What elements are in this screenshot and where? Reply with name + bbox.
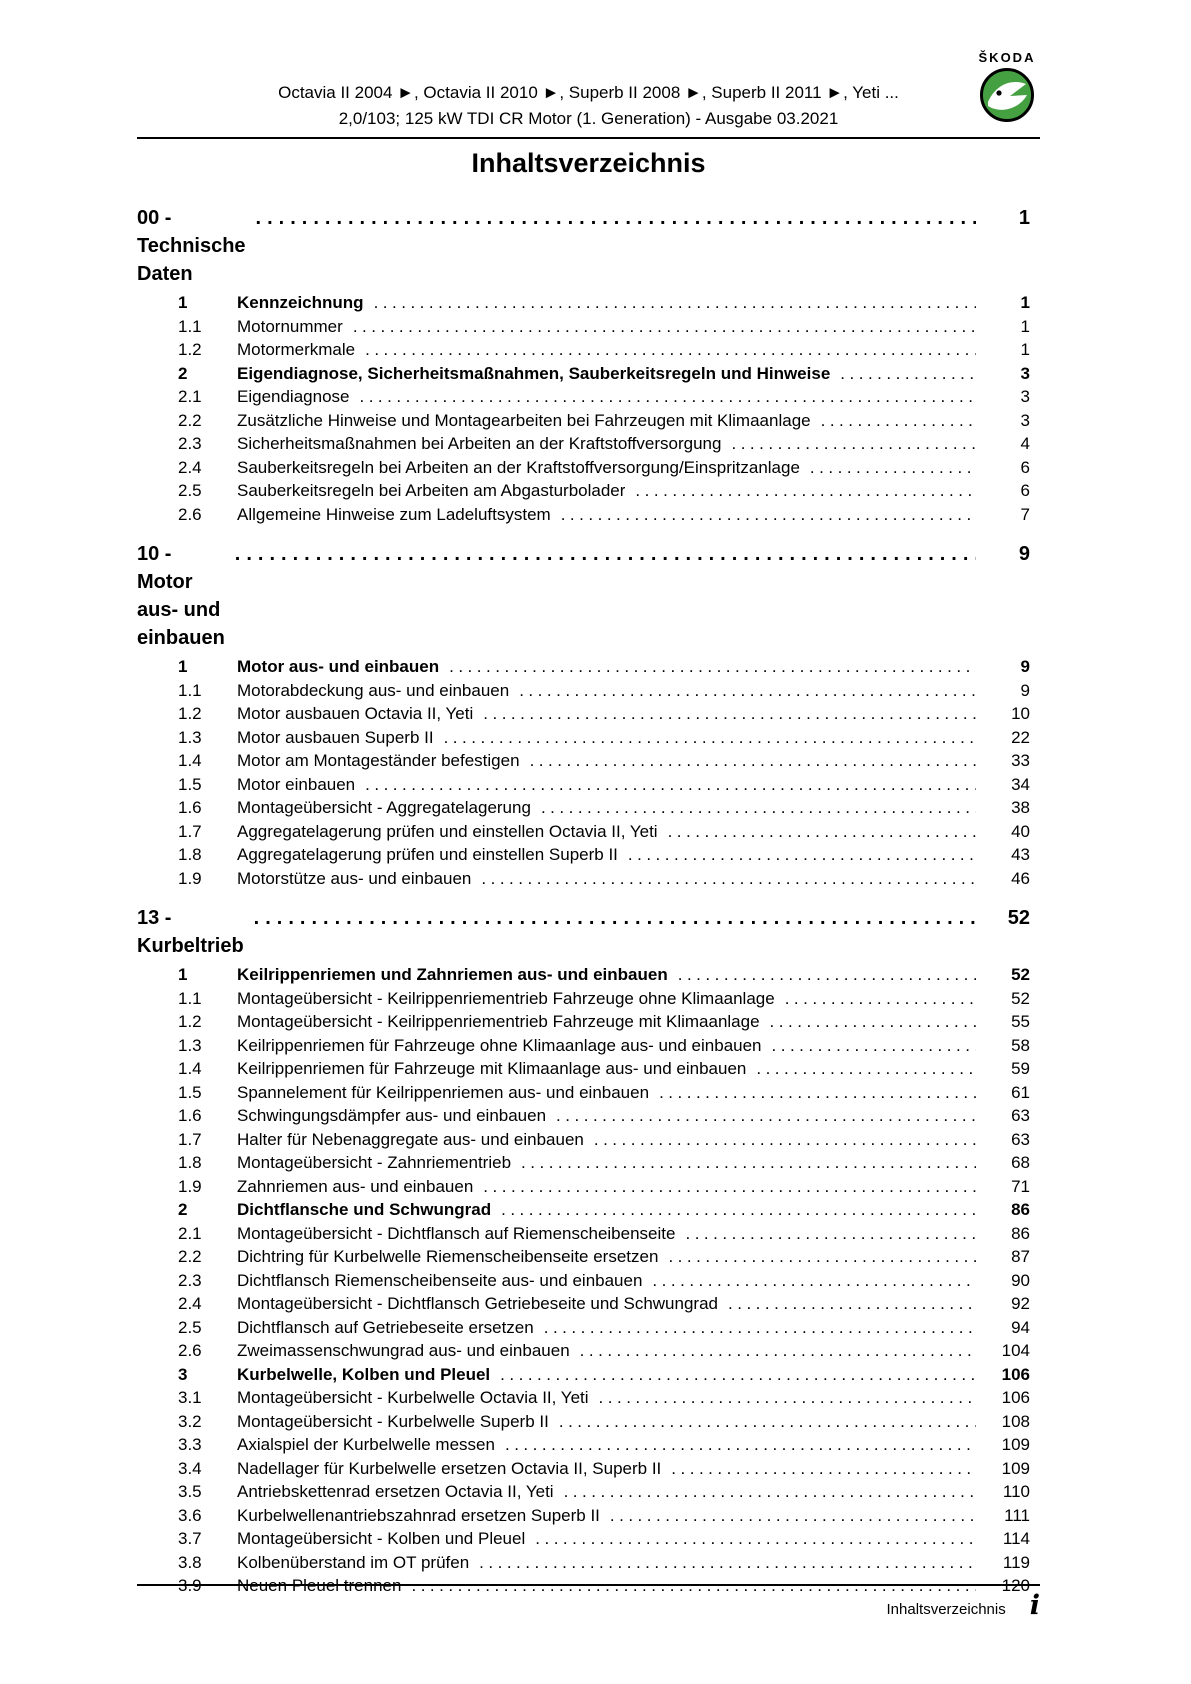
dot-leader [785, 987, 976, 1011]
toc-entry-number: 2.2 [178, 1247, 202, 1266]
toc-entry-page: 38 [1011, 798, 1030, 817]
toc-entry [137, 1363, 1030, 1387]
toc-entry-page: 114 [1002, 1529, 1030, 1548]
toc-entry-title: Sauberkeitsregeln bei Arbeiten an der Kraftstoffversorgung/Einspritzanlage [237, 457, 800, 477]
toc-entry-page: 71 [1011, 1176, 1030, 1196]
toc-entry-page: 3 [1020, 363, 1030, 383]
toc-entry-title: Halter für Nebenaggregate aus- und einbauen [237, 1129, 584, 1149]
toc-entry-page: 55 [1011, 1012, 1030, 1031]
toc-entry [137, 1457, 1030, 1481]
toc-entry-number: 1 [178, 293, 188, 312]
toc-entry-title: Dichtflansch Riemenscheibenseite aus- und einbauen [237, 1270, 643, 1290]
toc-entry [137, 679, 1030, 703]
toc-entry-page: 22 [1011, 727, 1030, 747]
toc-entry-title: Aggregatelagerung prüfen und einstellen Octavia II, Yeti [237, 821, 658, 841]
toc-entry-title: Zweimassenschwungrad aus- und einbauen [237, 1341, 570, 1360]
skoda-wing-eye [996, 90, 1001, 95]
toc-entry [137, 820, 1030, 844]
toc-entry-number: 1.6 [178, 798, 202, 817]
toc-entry-page: 106 [1001, 1364, 1030, 1384]
toc-entry [137, 987, 1030, 1011]
toc-entry-number: 3.8 [178, 1552, 202, 1572]
toc-entry [137, 1222, 1030, 1246]
toc-entry-title: Sauberkeitsregeln bei Arbeiten am Abgasturbolader [237, 481, 626, 500]
dot-leader [628, 843, 976, 867]
toc-entry-title: Dichtring für Kurbelwelle Riemenscheibenseite ersetzen [237, 1247, 659, 1266]
toc-entry [137, 749, 1030, 773]
dot-leader [635, 479, 976, 503]
toc-entry-number: 1.9 [178, 868, 202, 888]
toc-chapter-label: 10 - Motor aus- und einbauen [137, 543, 225, 649]
toc-entry-page: 1 [1020, 340, 1030, 359]
toc-entry [137, 843, 1030, 867]
toc-entry-page: 104 [1001, 1341, 1030, 1360]
toc-chapter-page: 1 [1018, 207, 1030, 229]
dot-leader [483, 702, 976, 726]
dot-leader [256, 204, 976, 232]
toc-entry-title: Sicherheitsmaßnahmen bei Arbeiten an der Kraftstoffversorgung [237, 434, 722, 453]
toc-entry-number: 2.5 [178, 481, 202, 500]
toc-entry-page: 43 [1011, 845, 1030, 864]
toc-entry-number: 2.4 [178, 1294, 202, 1313]
dot-leader [353, 315, 976, 339]
toc-entry [137, 726, 1030, 750]
toc-chapter-label: 13 - Kurbeltrieb [137, 907, 244, 957]
dot-leader [365, 338, 976, 362]
toc-entry-page: 52 [1011, 988, 1030, 1008]
dot-leader [500, 1363, 976, 1387]
toc-entry-page: 33 [1011, 751, 1030, 770]
toc-entry [137, 1010, 1030, 1034]
toc-chapter-items [137, 291, 1030, 526]
toc-entry-title: Montageübersicht - Zahnriementrieb [237, 1153, 512, 1172]
toc-entry [137, 655, 1030, 679]
toc-entry-number: 1.2 [178, 1012, 202, 1031]
toc-entry-title: Kurbelwelle, Kolben und Pleuel [237, 1364, 491, 1384]
toc-entry [137, 385, 1030, 409]
dot-leader [521, 1151, 976, 1175]
toc-entry-title: Keilrippenriemen für Fahrzeuge mit Klimaanlage aus- und einbauen [237, 1059, 747, 1078]
toc-entry-title: Motornummer [237, 316, 343, 336]
dot-leader [519, 679, 976, 703]
toc-entry-number: 3.9 [178, 1576, 202, 1595]
toc-entry-number: 3 [178, 1364, 188, 1384]
toc-entry-page: 120 [1001, 1576, 1030, 1595]
footer-label: Inhaltsverzeichnis [886, 1601, 1006, 1618]
toc-entry [137, 1057, 1030, 1081]
dot-leader [449, 655, 976, 679]
toc-entry-page: 1 [1020, 293, 1030, 312]
page-footer [137, 1590, 1040, 1621]
dot-leader [535, 1527, 976, 1551]
toc-entry-title: Kennzeichnung [237, 293, 364, 312]
dot-leader [444, 726, 976, 750]
toc-entry-page: 63 [1011, 1106, 1030, 1125]
dot-leader [770, 1010, 976, 1034]
toc-entry-number: 2.1 [178, 387, 202, 406]
toc-entry-title: Motorabdeckung aus- und einbauen [237, 680, 510, 700]
dot-leader [810, 456, 976, 480]
toc-entry [137, 503, 1030, 527]
dot-leader [668, 1245, 976, 1269]
toc-chapter-items [137, 655, 1030, 890]
toc-entry-number: 3.3 [178, 1435, 202, 1454]
dot-leader [610, 1504, 976, 1528]
toc-entry-title: Montageübersicht - Aggregatelagerung [237, 798, 531, 817]
toc-entry [137, 1410, 1030, 1434]
toc-entry [137, 1034, 1030, 1058]
toc-entry-title: Antriebskettenrad ersetzen Octavia II, Yeti [237, 1482, 554, 1501]
dot-leader [659, 1081, 976, 1105]
dot-leader [668, 820, 976, 844]
dot-leader [541, 796, 976, 820]
toc-chapter [137, 540, 1030, 890]
dot-leader [544, 1316, 976, 1340]
toc-entry [137, 1151, 1030, 1175]
toc-entry-title: Allgemeine Hinweise zum Ladeluftsystem [237, 504, 551, 524]
toc-entry-page: 106 [1001, 1388, 1030, 1407]
toc-entry [137, 1128, 1030, 1152]
toc-entry-page: 6 [1020, 481, 1030, 500]
toc-entry-number: 2.3 [178, 1270, 202, 1290]
toc-entry [137, 1104, 1030, 1128]
skoda-logo [972, 50, 1042, 128]
toc-entry-number: 1.4 [178, 751, 202, 770]
toc-entry-number: 1.1 [178, 316, 202, 336]
toc-chapter-heading [137, 904, 1030, 960]
toc-entry-title: Kurbelwellenantriebszahnrad ersetzen Superb II [237, 1505, 600, 1525]
toc-entry-number: 2.6 [178, 504, 202, 524]
toc-entry [137, 963, 1030, 987]
dot-leader [594, 1128, 976, 1152]
toc-entry [137, 409, 1030, 433]
toc-entry-title: Neuen Pleuel trennen [237, 1576, 402, 1595]
toc-entry-page: 94 [1011, 1317, 1030, 1337]
dot-leader [580, 1339, 976, 1363]
toc-entry-title: Zusätzliche Hinweise und Montagearbeiten bei Fahrzeugen mit Klimaanlage [237, 410, 811, 430]
toc-entry [137, 291, 1030, 315]
toc-entry-number: 1.1 [178, 988, 202, 1008]
dot-leader [559, 1410, 976, 1434]
toc-entry-page: 90 [1011, 1270, 1030, 1290]
toc-entry [137, 479, 1030, 503]
dot-leader [254, 904, 976, 932]
toc-entry-page: 119 [1002, 1552, 1030, 1572]
toc-entry-page: 40 [1011, 821, 1030, 841]
toc-entry-number: 1 [178, 657, 188, 676]
toc-entry-page: 86 [1011, 1200, 1030, 1219]
toc-entry-title: Keilrippenriemen für Fahrzeuge ohne Klimaanlage aus- und einbauen [237, 1035, 762, 1055]
toc-entry-page: 34 [1011, 774, 1030, 794]
page-header [137, 80, 1040, 132]
page-title: Inhaltsverzeichnis [471, 148, 706, 178]
toc-entry-title: Montageübersicht - Kurbelwelle Octavia II, Yeti [237, 1388, 589, 1407]
toc-chapter [137, 904, 1030, 1598]
dot-leader [772, 1034, 976, 1058]
toc-entry-title: Motorstütze aus- und einbauen [237, 868, 472, 888]
dot-leader [483, 1175, 976, 1199]
toc-chapter-page: 9 [1018, 543, 1030, 565]
header-divider [137, 137, 1040, 139]
toc-entry [137, 1527, 1030, 1551]
toc-entry-page: 63 [1011, 1129, 1030, 1149]
dot-leader [479, 1551, 976, 1575]
dot-leader [564, 1480, 976, 1504]
toc-entry-title: Spannelement für Keilrippenriemen aus- und einbauen [237, 1082, 650, 1102]
toc-entry-page: 1 [1020, 316, 1030, 336]
toc-entry [137, 1198, 1030, 1222]
toc-entry-number: 1.4 [178, 1059, 202, 1078]
dot-leader [685, 1222, 976, 1246]
toc-entry-number: 2 [178, 1200, 188, 1219]
toc-entry-number: 2.4 [178, 457, 202, 477]
toc-entry-title: Axialspiel der Kurbelwelle messen [237, 1435, 495, 1454]
toc-entry-number: 2.1 [178, 1223, 202, 1243]
toc-entry-number: 1.8 [178, 845, 202, 864]
toc-entry-number: 1.1 [178, 680, 202, 700]
header-models-line: Octavia II 2004 ►, Octavia II 2010 ►, Superb II 2008 ►, Superb II 2011 ►, Yeti ... [278, 83, 899, 102]
toc-entry-title: Keilrippenriemen und Zahnriemen aus- und einbauen [237, 965, 668, 984]
toc-entry-number: 1.3 [178, 1035, 202, 1055]
toc-entry [137, 432, 1030, 456]
toc-entry-number: 3.1 [178, 1388, 202, 1407]
toc-entry-page: 86 [1011, 1223, 1030, 1243]
toc-entry-page: 87 [1011, 1247, 1030, 1266]
toc-entry [137, 1386, 1030, 1410]
toc-entry-page: 92 [1011, 1294, 1030, 1313]
toc-entry-page: 4 [1020, 434, 1030, 453]
dot-leader [599, 1386, 976, 1410]
toc-entry-number: 3.2 [178, 1411, 202, 1431]
toc-entry-page: 9 [1020, 680, 1030, 700]
toc-entry [137, 456, 1030, 480]
toc-chapter-heading [137, 204, 1030, 288]
toc-entry-title: Montageübersicht - Dichtflansch Getriebeseite und Schwungrad [237, 1294, 718, 1313]
toc-entry-title: Motor ausbauen Octavia II, Yeti [237, 704, 474, 723]
toc-entry-title: Motor am Montageständer befestigen [237, 751, 520, 770]
toc-entry [137, 315, 1030, 339]
dot-leader [652, 1269, 976, 1293]
toc-entry-page: 9 [1020, 657, 1030, 676]
toc-entry-number: 2.6 [178, 1341, 202, 1360]
toc-entry [137, 1081, 1030, 1105]
toc-entry-title: Zahnriemen aus- und einbauen [237, 1176, 474, 1196]
toc-entry-title: Kolbenüberstand im OT prüfen [237, 1552, 470, 1572]
toc-entry [137, 1269, 1030, 1293]
skoda-logo-emblem [979, 67, 1035, 123]
toc-entry [137, 1292, 1030, 1316]
toc-entry [137, 1339, 1030, 1363]
toc-entry-number: 2.5 [178, 1317, 202, 1337]
toc-entry [137, 1480, 1030, 1504]
toc-entry [137, 702, 1030, 726]
toc-entry-number: 1.2 [178, 704, 202, 723]
toc-entry-title: Montageübersicht - Keilrippenriementrieb Fahrzeuge mit Klimaanlage [237, 1012, 760, 1031]
dot-leader [731, 432, 976, 456]
toc-entry-title: Dichtflansch auf Getriebeseite ersetzen [237, 1317, 534, 1337]
toc-entry-page: 6 [1020, 457, 1030, 477]
dot-leader [505, 1433, 976, 1457]
toc-entry-page: 109 [1001, 1435, 1030, 1454]
footer-divider [137, 1584, 1040, 1586]
toc-entry-title: Motormerkmale [237, 340, 356, 359]
dot-leader [530, 749, 976, 773]
toc-entry-number: 1.2 [178, 340, 202, 359]
toc-entry-page: 10 [1011, 704, 1030, 723]
toc-entry-page: 108 [1001, 1411, 1030, 1431]
dot-leader [235, 540, 976, 568]
dot-leader [840, 362, 976, 386]
toc-entry [137, 1551, 1030, 1575]
dot-leader [561, 503, 976, 527]
toc-entry-number: 1.5 [178, 774, 202, 794]
toc-entry-page: 7 [1020, 504, 1030, 524]
dot-leader [678, 963, 976, 987]
toc-entry-title: Motor einbauen [237, 774, 356, 794]
dot-leader [374, 291, 976, 315]
toc-entry-page: 46 [1011, 868, 1030, 888]
toc-entry [137, 1316, 1030, 1340]
toc-chapter-page: 52 [1007, 907, 1030, 929]
header-engine-line: 2,0/103; 125 kW TDI CR Motor (1. Generation) - Ausgabe 03.2021 [338, 109, 839, 128]
dot-leader [821, 409, 976, 433]
toc-entry-title: Nadellager für Kurbelwelle ersetzen Octavia II, Superb II [237, 1458, 662, 1478]
toc-entry-title: Eigendiagnose, Sicherheitsmaßnahmen, Sauberkeitsregeln und Hinweise [237, 363, 831, 383]
toc-entry-number: 1.8 [178, 1153, 202, 1172]
toc-entry-page: 52 [1011, 965, 1030, 984]
toc-entry [137, 773, 1030, 797]
toc-entry [137, 338, 1030, 362]
toc-entry [137, 1245, 1030, 1269]
toc-entry-page: 109 [1001, 1458, 1030, 1478]
footer-page-number: i [1029, 1590, 1040, 1621]
toc-entry-page: 59 [1011, 1059, 1030, 1078]
toc-entry-title: Dichtflansche und Schwungrad [237, 1200, 492, 1219]
toc-entry-title: Aggregatelagerung prüfen und einstellen Superb II [237, 845, 618, 864]
toc-chapter-heading [137, 540, 1030, 652]
toc-entry-number: 2.3 [178, 434, 202, 453]
dot-leader [671, 1457, 976, 1481]
toc-entry-page: 61 [1011, 1082, 1030, 1102]
toc-entry-title: Eigendiagnose [237, 387, 350, 406]
dot-leader [556, 1104, 976, 1128]
toc-entry-page: 111 [1004, 1505, 1030, 1525]
toc-entry-title: Schwingungsdämpfer aus- und einbauen [237, 1106, 547, 1125]
toc-entry-number: 2 [178, 363, 188, 383]
toc-entry [137, 796, 1030, 820]
dot-leader [365, 773, 976, 797]
toc-chapter [137, 204, 1030, 526]
toc-entry-number: 3.6 [178, 1505, 202, 1525]
toc-entry-title: Montageübersicht - Dichtflansch auf Riemenscheibenseite [237, 1223, 676, 1243]
toc-entry-number: 3.7 [178, 1529, 202, 1548]
toc-entry [137, 1433, 1030, 1457]
toc-entry-title: Motor aus- und einbauen [237, 657, 440, 676]
toc-entry-title: Montageübersicht - Kolben und Pleuel [237, 1529, 526, 1548]
toc-entry-title: Montageübersicht - Kurbelwelle Superb II [237, 1411, 549, 1431]
toc-entry-title: Motor ausbauen Superb II [237, 727, 434, 747]
toc-entry-page: 3 [1020, 387, 1030, 406]
toc-entry-page: 68 [1011, 1153, 1030, 1172]
toc-entry-number: 1.5 [178, 1082, 202, 1102]
toc [137, 204, 1030, 1598]
toc-entry-number: 1 [178, 965, 188, 984]
toc-chapter-label: 00 - Technische Daten [137, 207, 246, 285]
dot-leader [481, 867, 976, 891]
dot-leader [728, 1292, 976, 1316]
dot-leader [756, 1057, 976, 1081]
toc-entry [137, 1175, 1030, 1199]
toc-entry-number: 1.6 [178, 1106, 202, 1125]
toc-entry-page: 3 [1020, 410, 1030, 430]
toc-chapter-items [137, 963, 1030, 1598]
skoda-wordmark: ŠKODA [978, 50, 1036, 65]
toc-entry-number: 3.4 [178, 1458, 202, 1478]
toc-entry-page: 58 [1011, 1035, 1030, 1055]
toc-entry-title: Montageübersicht - Keilrippenriementrieb Fahrzeuge ohne Klimaanlage [237, 988, 775, 1008]
toc-entry [137, 362, 1030, 386]
toc-entry-number: 3.5 [178, 1482, 202, 1501]
toc-entry [137, 867, 1030, 891]
dot-leader [501, 1198, 976, 1222]
toc-entry-number: 1.7 [178, 821, 202, 841]
dot-leader [359, 385, 976, 409]
toc-entry-number: 2.2 [178, 410, 202, 430]
toc-entry-page: 110 [1002, 1482, 1030, 1501]
toc-entry [137, 1504, 1030, 1528]
toc-entry-number: 1.3 [178, 727, 202, 747]
toc-entry-number: 1.7 [178, 1129, 202, 1149]
toc-entry-number: 1.9 [178, 1176, 202, 1196]
